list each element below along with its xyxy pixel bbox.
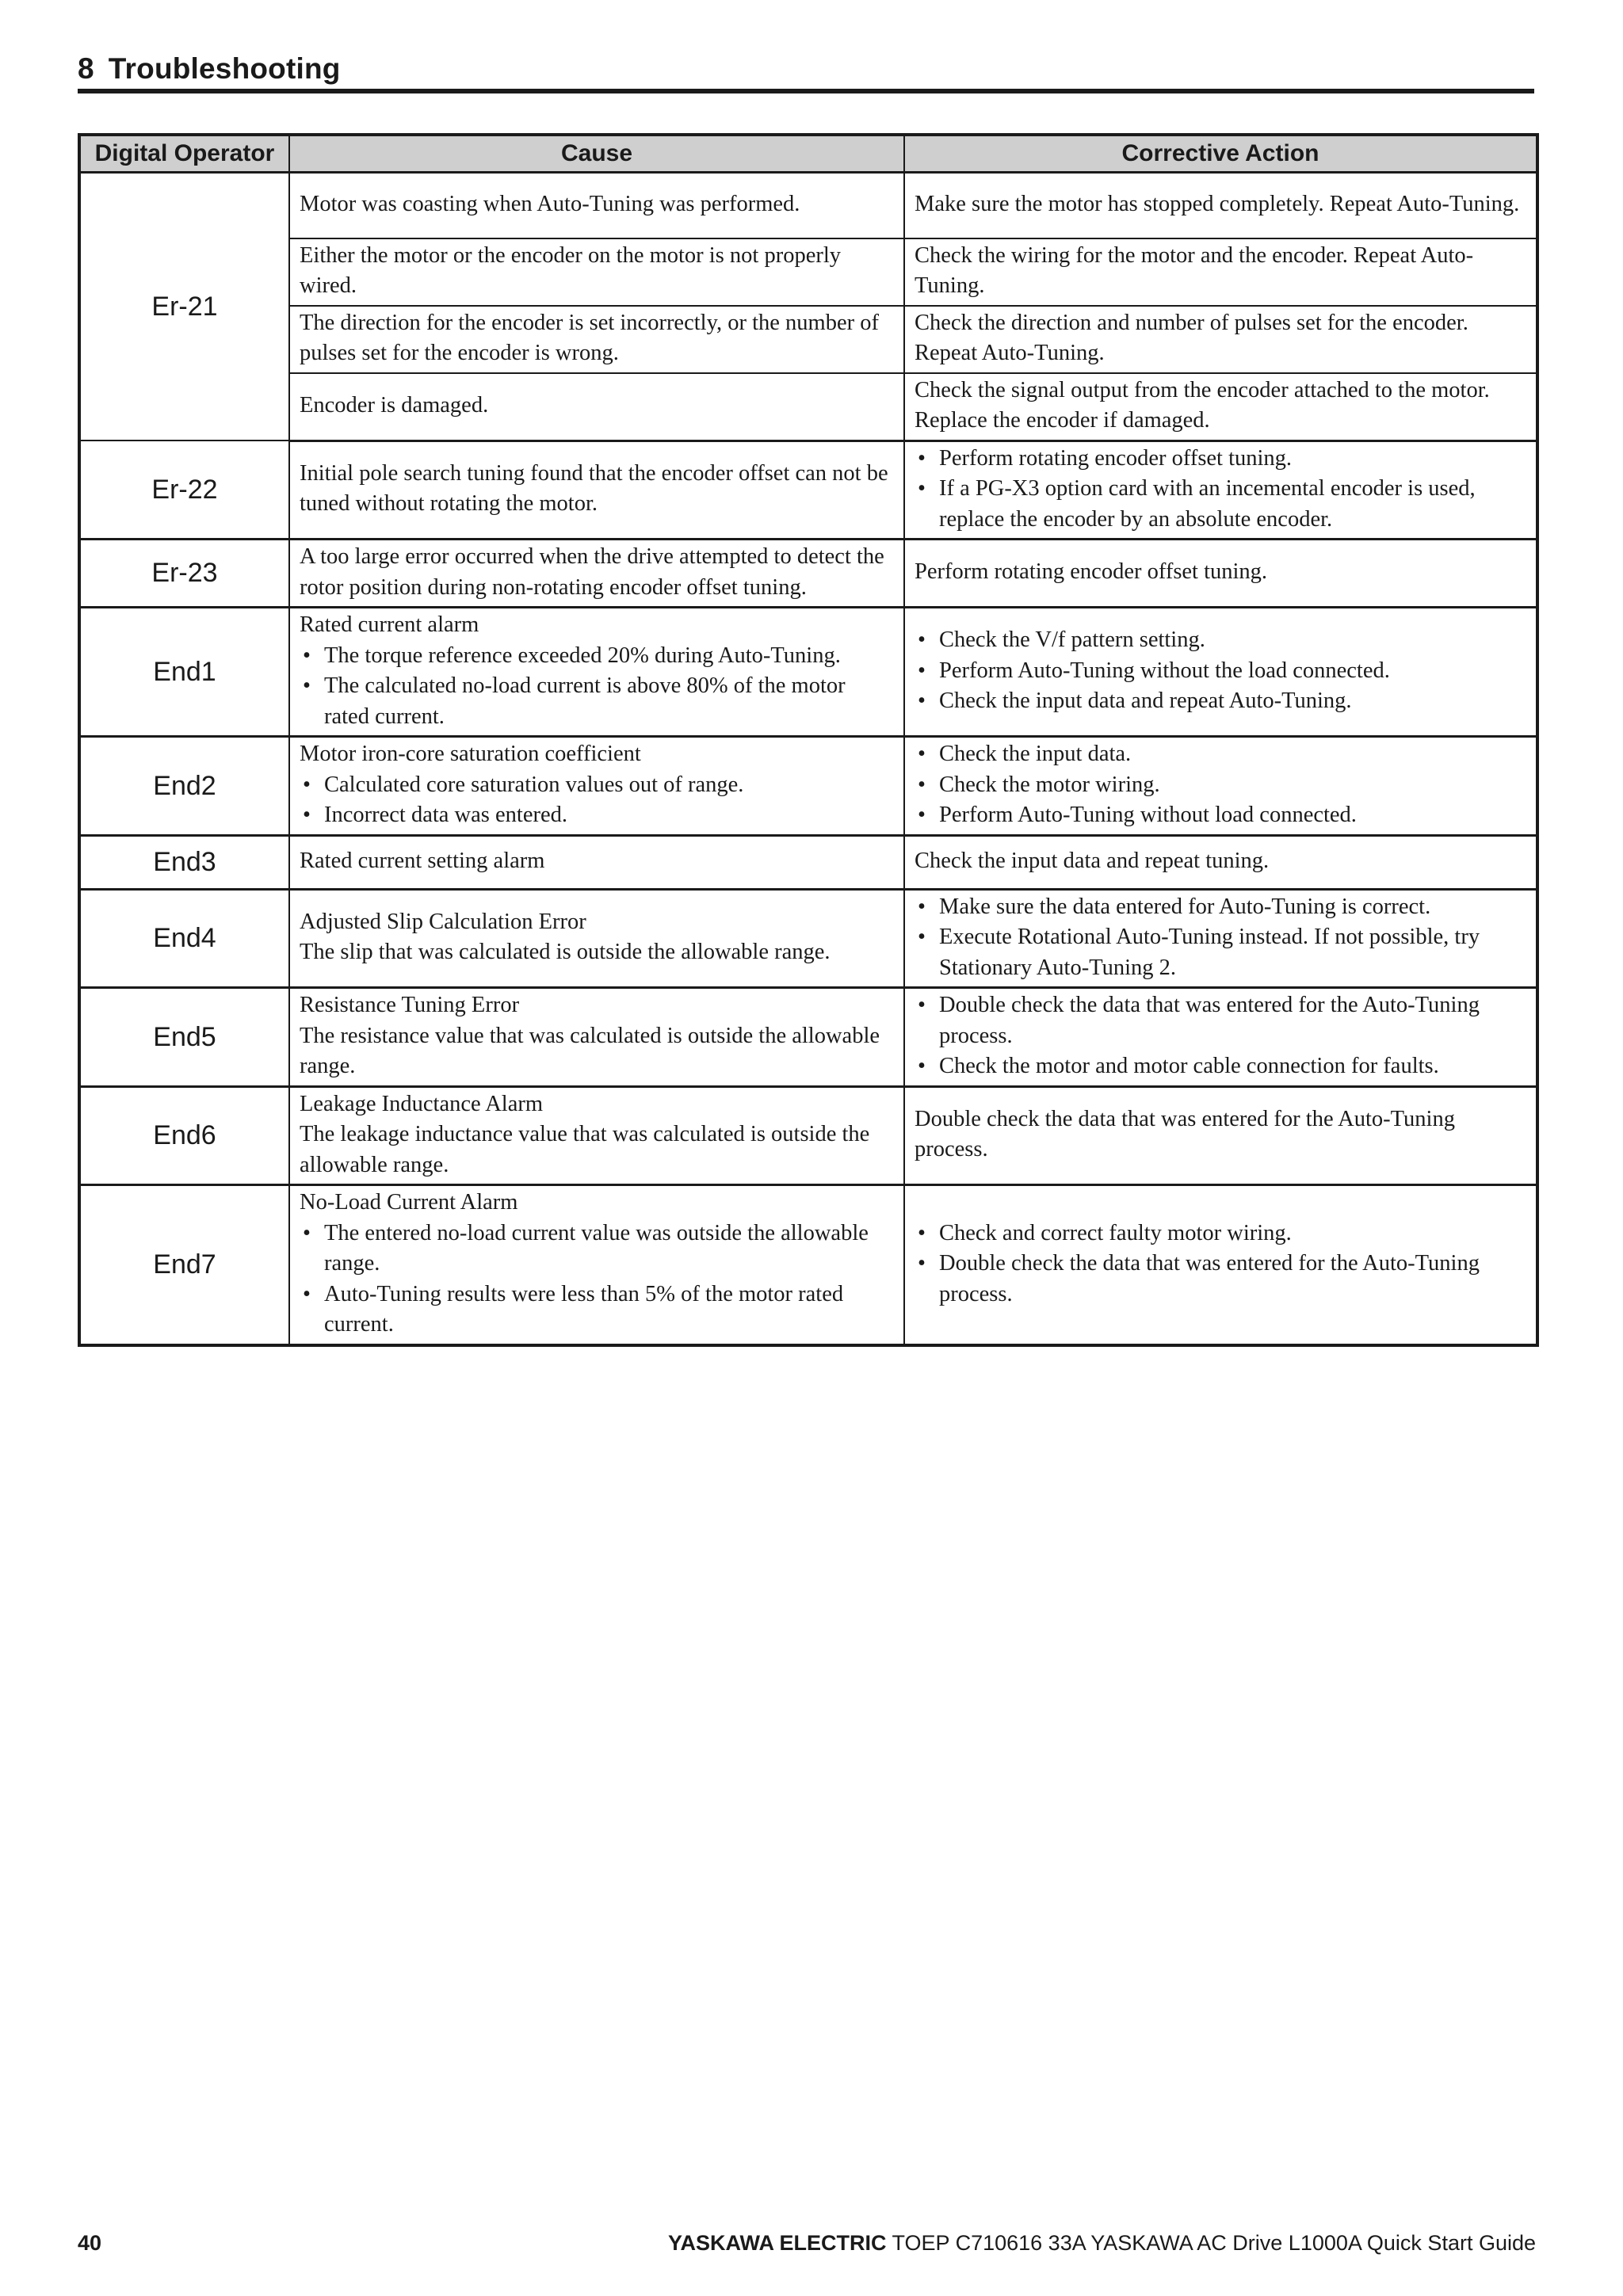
cause-cell: Encoder is damaged. [289, 373, 904, 441]
table-row [79, 988, 1537, 1087]
list-item: • Double check the data that was entered for the Auto-Tuning process. [915, 1249, 1526, 1310]
action-cell: Check the input data and repeat tuning. [904, 835, 1537, 889]
list-item: • Perform Auto-Tuning without load connected. [915, 800, 1526, 831]
cause-title: Resistance Tuning Error [300, 993, 520, 1017]
fault-code-end2: End2 [79, 737, 289, 836]
action-cell: Check the signal output from the encoder attached to the motor. Replace the encoder if damaged. [904, 373, 1537, 441]
fault-code-end1: End1 [79, 608, 289, 737]
cause-text: The leakage inductance value that was calculated is outside the allowable range. [300, 1122, 870, 1177]
action-list [915, 444, 1526, 536]
column-header-corrective-action: Corrective Action [904, 135, 1537, 173]
action-cell [904, 441, 1537, 540]
document-title: TOEP C710616 33A YASKAWA AC Drive L1000A Quick Start Guide [892, 2231, 1536, 2255]
list-item: • Check the motor and motor cable connection for faults. [915, 1051, 1526, 1082]
action-cell [904, 988, 1537, 1087]
list-item: • Check the input data. [915, 739, 1526, 770]
list-item: • Auto-Tuning results were less than 5% of the motor rated current. [300, 1280, 894, 1341]
table-row [79, 835, 1537, 889]
page-footer [78, 2231, 1536, 2260]
table-row [79, 441, 1537, 540]
list-item: • Check the V/f pattern setting. [915, 625, 1526, 656]
action-cell [904, 737, 1537, 836]
cause-text: The slip that was calculated is outside the allowable range. [300, 940, 831, 965]
cause-cell: Initial pole search tuning found that the encoder offset can not be tuned without rotating the motor. [289, 441, 904, 540]
action-cell [904, 1185, 1537, 1345]
list-item: • Double check the data that was entered for the Auto-Tuning process. [915, 990, 1526, 1051]
column-header-digital-operator: Digital Operator [79, 135, 289, 173]
list-item: • If a PG-X3 option card with an incemental encoder is used, replace the encoder by an absolute encoder. [915, 474, 1526, 535]
cause-cell [289, 608, 904, 737]
table-row [79, 737, 1537, 836]
column-header-cause: Cause [289, 135, 904, 173]
list-item: • Check and correct faulty motor wiring. [915, 1219, 1526, 1249]
cause-cell: A too large error occurred when the drive attempted to detect the rotor position during non-rotating encoder offset tuning. [289, 540, 904, 608]
list-item: • The torque reference exceeded 20% during Auto-Tuning. [300, 641, 894, 672]
troubleshooting-table [78, 133, 1539, 1347]
table-header-row [79, 135, 1537, 173]
fault-code-er23: Er-23 [79, 540, 289, 608]
fault-code-end6: End6 [79, 1086, 289, 1185]
action-list [915, 625, 1526, 717]
cause-cell [289, 1086, 904, 1185]
table-row [79, 540, 1537, 608]
section-title: Troubleshooting [108, 52, 341, 85]
cause-cell: Rated current setting alarm [289, 835, 904, 889]
list-item: • The entered no-load current value was outside the allowable range. [300, 1219, 894, 1280]
cause-title: No-Load Current Alarm [300, 1190, 518, 1215]
action-cell [904, 889, 1537, 988]
action-cell: Double check the data that was entered for the Auto-Tuning process. [904, 1086, 1537, 1185]
action-list [915, 739, 1526, 831]
cause-cell [289, 889, 904, 988]
action-list [915, 892, 1526, 984]
fault-code-end3: End3 [79, 835, 289, 889]
cause-title: Motor iron-core saturation coefficient [300, 742, 641, 766]
section-number: 8 [78, 52, 94, 85]
action-cell: Perform rotating encoder offset tuning. [904, 540, 1537, 608]
table-row [79, 608, 1537, 737]
cause-title: Leakage Inductance Alarm [300, 1091, 544, 1116]
list-item: • Check the motor wiring. [915, 770, 1526, 801]
section-heading [78, 52, 341, 86]
action-list [915, 1219, 1526, 1310]
fault-code-end7: End7 [79, 1185, 289, 1345]
list-item: • The calculated no-load current is above 80% of the motor rated current. [300, 671, 894, 732]
cause-list [300, 1219, 894, 1341]
cause-cell: Motor was coasting when Auto-Tuning was performed. [289, 173, 904, 238]
fault-code-end5: End5 [79, 988, 289, 1087]
table-row [79, 173, 1537, 238]
list-item: • Incorrect data was entered. [300, 800, 894, 831]
cause-text: The resistance value that was calculated is outside the allowable range. [300, 1023, 880, 1078]
table-row [79, 238, 1537, 306]
brand-name: YASKAWA ELECTRIC [667, 2231, 887, 2255]
action-cell: Check the wiring for the motor and the encoder. Repeat Auto-Tuning. [904, 238, 1537, 306]
list-item: • Make sure the data entered for Auto-Tuning is correct. [915, 892, 1526, 923]
fault-code-er21: Er-21 [79, 173, 289, 441]
cause-cell: The direction for the encoder is set incorrectly, or the number of pulses set for the encoder is wrong. [289, 306, 904, 373]
cause-list [300, 641, 894, 733]
cause-title: Adjusted Slip Calculation Error [300, 909, 586, 934]
cause-list [300, 770, 894, 831]
cause-cell [289, 737, 904, 836]
action-list [915, 990, 1526, 1082]
table-row [79, 306, 1537, 373]
table-row [79, 373, 1537, 441]
action-cell: Make sure the motor has stopped completely. Repeat Auto-Tuning. [904, 173, 1537, 238]
document-info [668, 2231, 1536, 2256]
list-item: • Execute Rotational Auto-Tuning instead. If not possible, try Stationary Auto-Tuning 2. [915, 922, 1526, 983]
cause-cell [289, 988, 904, 1087]
list-item: • Check the input data and repeat Auto-Tuning. [915, 686, 1526, 717]
cause-cell: Either the motor or the encoder on the motor is not properly wired. [289, 238, 904, 306]
table-row [79, 1185, 1537, 1345]
action-cell: Check the direction and number of pulses set for the encoder. Repeat Auto-Tuning. [904, 306, 1537, 373]
cause-title: Rated current alarm [300, 612, 479, 637]
page-number: 40 [78, 2231, 102, 2255]
table-row [79, 1086, 1537, 1185]
list-item: • Calculated core saturation values out of range. [300, 770, 894, 801]
fault-code-er22: Er-22 [79, 441, 289, 540]
table-row [79, 889, 1537, 988]
cause-cell [289, 1185, 904, 1345]
list-item: • Perform Auto-Tuning without the load connected. [915, 656, 1526, 687]
action-cell [904, 608, 1537, 737]
fault-code-end4: End4 [79, 889, 289, 988]
list-item: • Perform rotating encoder offset tuning. [915, 444, 1526, 475]
page-header [78, 49, 1534, 93]
